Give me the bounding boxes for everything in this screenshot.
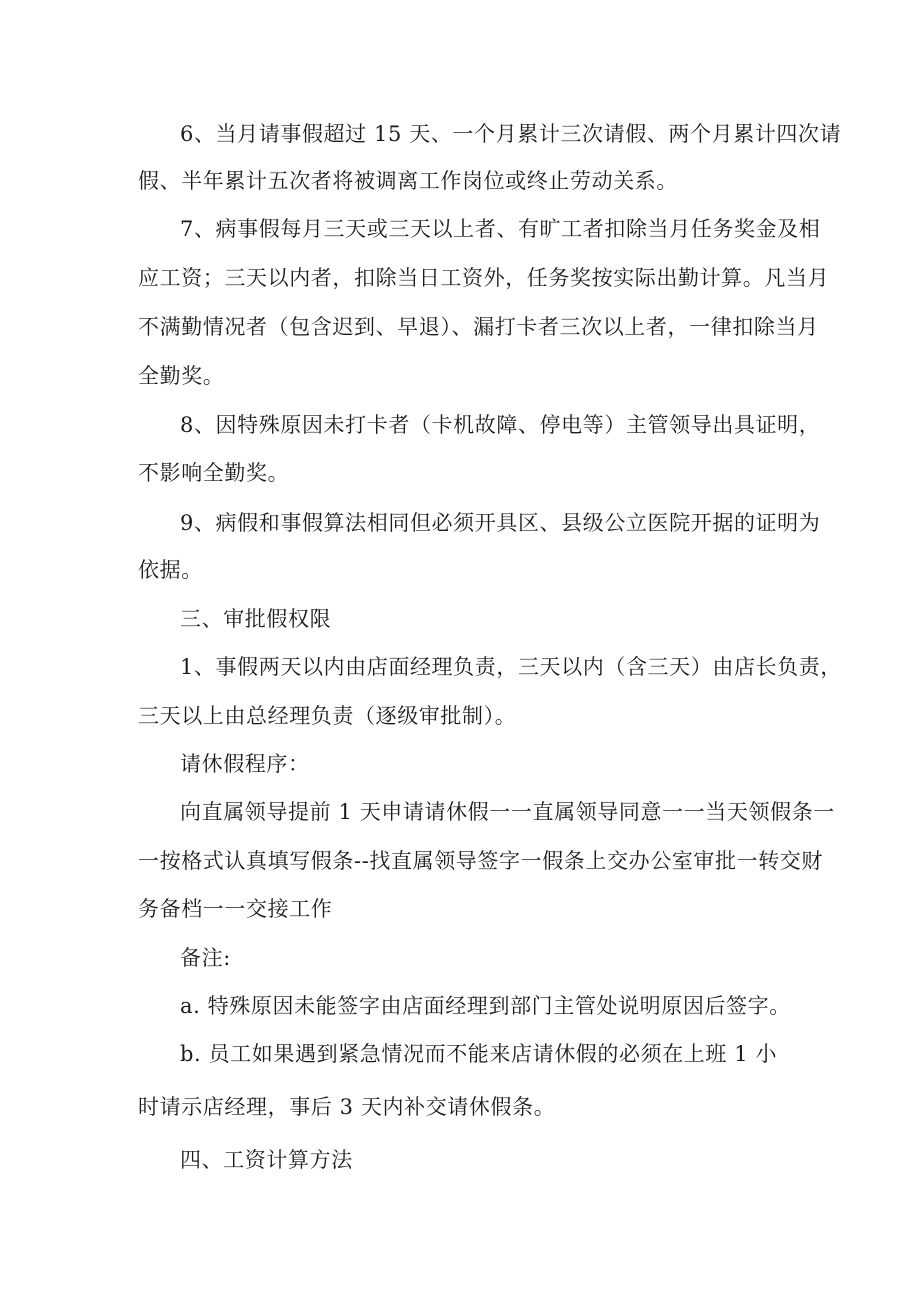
rule-6-line-1: 6、当月请事假超过 15 天、一个月累计三次请假、两个月累计四次请 — [180, 122, 842, 146]
rule-7-line-4: 全勤奖。 — [138, 364, 225, 388]
rule-8-line-1: 8、因特殊原因未打卡者（卡机故障、停电等）主管领导出具证明， — [180, 413, 821, 437]
leave-procedure-line-2: 一按格式认真填写假条--找直属领导签字一假条上交办公室审批一转交财 — [138, 849, 823, 873]
rule-7-line-2: 应工资；三天以内者，扣除当日工资外，任务奖按实际出勤计算。凡当月 — [138, 266, 830, 290]
approval-rule-1-line-1: 1、事假两天以内由店面经理负责，三天以内（含三天）由店长负责， — [180, 655, 842, 679]
leave-procedure-line-1: 向直属领导提前 1 天申请请休假一一直属领导同意一一当天领假条一 — [180, 800, 835, 824]
rule-6-line-2: 假、半年累计五次者将被调离工作岗位或终止劳动关系。 — [138, 169, 678, 193]
rule-8-line-2: 不影响全勤奖。 — [138, 461, 290, 485]
rule-7-line-1: 7、病事假每月三天或三天以上者、有旷工者扣除当月任务奖金及相 — [180, 217, 821, 241]
leave-procedure-line-3: 务备档一一交接工作 — [138, 897, 333, 921]
note-a: a. 特殊原因未能签字由店面经理到部门主管处说明原因后签字。 — [180, 994, 791, 1018]
rule-9-line-2: 依据。 — [138, 558, 203, 582]
note-b-line-1: b. 员工如果遇到紧急情况而不能来店请休假的必须在上班 1 小 — [180, 1042, 778, 1066]
section-4-heading: 四、工资计算方法 — [180, 1148, 353, 1172]
note-b-line-2: 时请示店经理，事后 3 天内补交请休假条。 — [138, 1095, 556, 1119]
rule-7-line-3: 不满勤情况者（包含迟到、早退）、漏打卡者三次以上者，一律扣除当月 — [138, 315, 819, 339]
leave-procedure-heading: 请休假程序： — [180, 752, 310, 776]
rule-9-line-1: 9、病假和事假算法相同但必须开具区、县级公立医院开据的证明为 — [180, 511, 821, 535]
section-3-heading: 三、审批假权限 — [180, 607, 332, 631]
notes-heading: 备注: — [180, 946, 231, 970]
approval-rule-1-line-2: 三天以上由总经理负责（逐级审批制）。 — [138, 704, 517, 728]
